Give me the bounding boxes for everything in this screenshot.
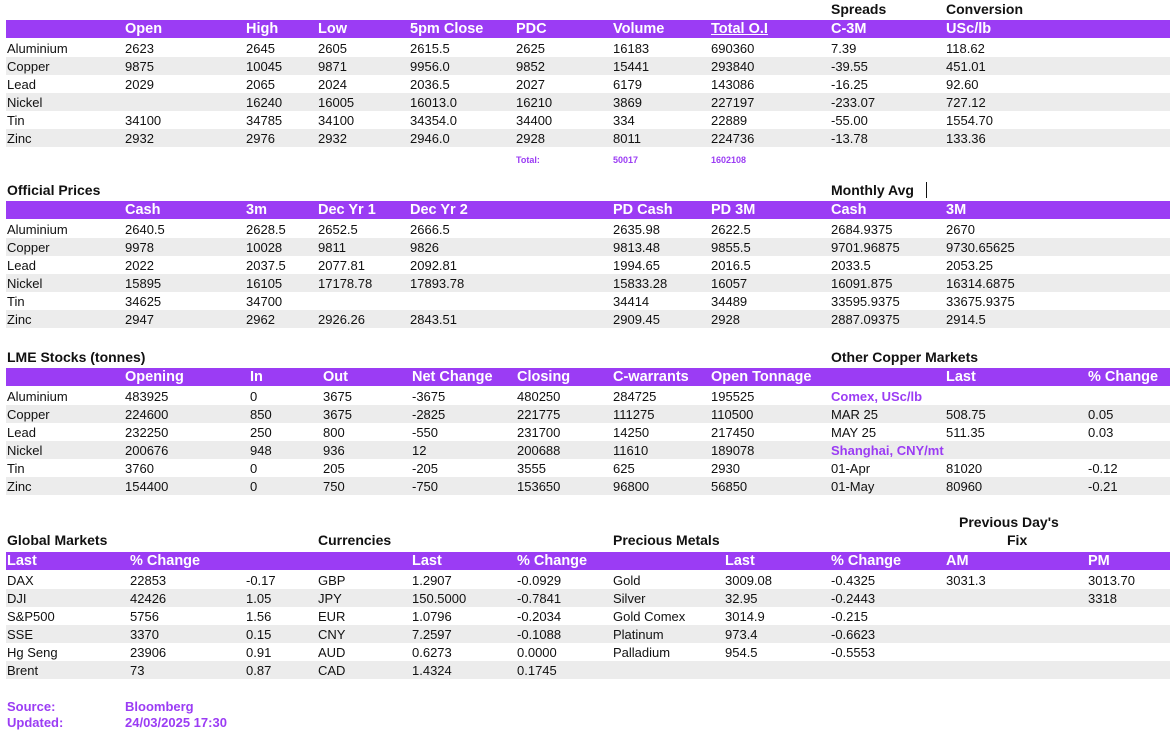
col-cash: Cash xyxy=(125,202,161,218)
lme-stock-cell: 750 xyxy=(323,479,345,494)
currency-cell: 0.1745 xyxy=(517,663,557,678)
official-price-cell: Aluminium xyxy=(7,222,68,237)
lme-price-cell: 133.36 xyxy=(946,131,986,146)
lme-price-cell: 34785 xyxy=(246,113,283,128)
official-price-cell: 2684.9375 xyxy=(831,222,893,237)
official-price-cell: 2666.5 xyxy=(410,222,450,237)
official-price-cell: 2053.25 xyxy=(946,258,993,273)
global-market-cell: 3370 xyxy=(130,627,159,642)
text-cursor xyxy=(926,182,927,198)
official-price-cell: 33675.9375 xyxy=(946,294,1015,309)
col-copper-last: Last xyxy=(946,369,976,385)
currency-cell: GBP xyxy=(318,573,346,588)
lme-stock-cell: 3675 xyxy=(323,389,352,404)
col-avg-3m: 3M xyxy=(946,202,967,218)
global-market-cell: S&P500 xyxy=(7,609,55,624)
official-price-cell: 2022 xyxy=(125,258,154,273)
copper-market-cell: 511.35 xyxy=(946,425,985,440)
lme-stock-cell: 217450 xyxy=(711,425,755,440)
lme-price-cell: 293840 xyxy=(711,59,755,74)
lme-price-cell: 34100 xyxy=(318,113,355,128)
official-price-cell: 9813.48 xyxy=(613,240,660,255)
lme-stock-cell: 189078 xyxy=(711,443,755,458)
lme-price-cell: 9871 xyxy=(318,59,347,74)
precious-metal-cell: Palladium xyxy=(613,645,671,660)
lme-price-cell: 690360 xyxy=(711,41,755,56)
official-price-cell: 2887.09375 xyxy=(831,312,900,327)
official-price-cell: 34700 xyxy=(246,294,283,309)
col-copper-change: % Change xyxy=(1088,369,1159,385)
official-price-cell: 16314.6875 xyxy=(946,276,1015,291)
copper-market-cell: 01-Apr xyxy=(831,461,871,476)
lme-price-cell: 6179 xyxy=(613,77,642,92)
official-price-cell: 34625 xyxy=(125,294,162,309)
lme-header-bar xyxy=(6,20,1170,38)
official-price-cell: 9855.5 xyxy=(711,240,751,255)
col-pdc: PDC xyxy=(516,21,547,37)
col-global-change: % Change xyxy=(130,553,201,569)
currency-cell: 0.0000 xyxy=(517,645,557,660)
copper-market-cell: 0.03 xyxy=(1088,425,1114,440)
precious-metals-title: Precious Metals xyxy=(613,532,720,548)
lme-price-cell: 224736 xyxy=(711,131,755,146)
col-global-last: Last xyxy=(7,553,37,569)
official-price-cell: 9730.65625 xyxy=(946,240,1015,255)
global-markets-title: Global Markets xyxy=(7,532,108,548)
lme-price-cell: -55.00 xyxy=(831,113,868,128)
global-market-cell: 0.15 xyxy=(246,627,272,642)
lme-stock-cell: 96800 xyxy=(613,479,650,494)
lme-stock-cell: -205 xyxy=(412,461,439,476)
lme-price-cell: 2946.0 xyxy=(410,131,450,146)
global-market-cell: -0.17 xyxy=(246,573,276,588)
col-open-tonnage: Open Tonnage xyxy=(711,369,812,385)
currency-cell: CNY xyxy=(318,627,346,642)
col-fix-pm: PM xyxy=(1088,553,1110,569)
lme-price-cell: 16240 xyxy=(246,95,283,110)
precious-metal-cell: -0.6623 xyxy=(831,627,876,642)
official-price-cell: 2628.5 xyxy=(246,222,286,237)
official-price-cell: 34489 xyxy=(711,294,748,309)
row-band xyxy=(6,93,1170,111)
col-3m: 3m xyxy=(246,202,267,218)
lme-stock-cell: 11610 xyxy=(613,443,649,458)
lme-stock-cell: Tin xyxy=(7,461,25,476)
precious-metal-cell: 3318 xyxy=(1088,591,1117,606)
col-out: Out xyxy=(323,369,348,385)
lme-price-cell: Copper xyxy=(7,59,50,74)
official-price-cell: 9811 xyxy=(318,240,346,255)
lme-price-cell: 2024 xyxy=(318,77,347,92)
lme-price-cell: 2065 xyxy=(246,77,275,92)
official-price-cell: 1994.65 xyxy=(613,258,660,273)
source-value: Bloomberg xyxy=(125,699,194,714)
lme-stock-cell: 153650 xyxy=(517,479,561,494)
lme-stock-cell: -550 xyxy=(412,425,439,440)
global-market-cell: 5756 xyxy=(130,609,159,624)
lme-price-cell: 2605 xyxy=(318,41,347,56)
official-price-cell: 17178.78 xyxy=(318,276,373,291)
lme-price-cell: 2932 xyxy=(318,131,347,146)
col-precious-change: % Change xyxy=(831,553,902,569)
total-volume: 50017 xyxy=(613,155,639,165)
official-price-cell: 9978 xyxy=(125,240,154,255)
lme-price-cell: 2027 xyxy=(516,77,545,92)
official-price-cell: 2962 xyxy=(246,312,275,327)
lme-stock-cell: 3555 xyxy=(517,461,546,476)
lme-price-cell: Zinc xyxy=(7,131,32,146)
copper-market-cell: MAY 25 xyxy=(831,425,877,440)
col-net-change: Net Change xyxy=(412,369,493,385)
precious-metal-cell: 973.4 xyxy=(725,627,758,642)
lme-price-cell: 2615.5 xyxy=(410,41,450,56)
total-label: Total: xyxy=(516,155,540,165)
precious-metal-cell: Gold xyxy=(613,573,641,588)
official-price-cell: Lead xyxy=(7,258,36,273)
lme-price-cell: 34400 xyxy=(516,113,553,128)
currency-cell: -0.1088 xyxy=(517,627,562,642)
currency-cell: CAD xyxy=(318,663,346,678)
lme-stock-cell: 948 xyxy=(250,443,272,458)
lme-price-cell: Aluminium xyxy=(7,41,68,56)
lme-stock-cell: 232250 xyxy=(125,425,169,440)
currency-cell: -0.2034 xyxy=(517,609,562,624)
lme-stock-cell: Nickel xyxy=(7,443,43,458)
official-price-cell: 2843.51 xyxy=(410,312,457,327)
precious-metal-cell: 3031.3 xyxy=(946,573,986,588)
lme-stock-cell: 12 xyxy=(412,443,427,458)
currency-cell: EUR xyxy=(318,609,346,624)
fix-title-line-2: Fix xyxy=(1007,532,1028,548)
col-high: High xyxy=(246,21,279,37)
lme-stock-cell: 250 xyxy=(250,425,272,440)
lme-stock-cell: 195525 xyxy=(711,389,755,404)
lme-price-cell: 2029 xyxy=(125,77,154,92)
global-market-cell: SSE xyxy=(7,627,34,642)
official-price-cell: 2033.5 xyxy=(831,258,871,273)
lme-price-cell: 16210 xyxy=(516,95,553,110)
lme-stock-cell: 0 xyxy=(250,461,258,476)
precious-metal-cell: -0.4325 xyxy=(831,573,876,588)
lme-stock-cell: 224600 xyxy=(125,407,169,422)
official-price-cell: Zinc xyxy=(7,312,32,327)
currency-cell: 1.4324 xyxy=(412,663,452,678)
currency-cell: -0.0929 xyxy=(517,573,562,588)
source-label: Source: xyxy=(7,699,56,714)
col-closing: Closing xyxy=(517,369,571,385)
lme-stock-cell: Copper xyxy=(7,407,50,422)
lme-stock-cell: 284725 xyxy=(613,389,657,404)
lme-price-cell: -233.07 xyxy=(831,95,876,110)
official-price-cell: 15833.28 xyxy=(613,276,668,291)
official-price-cell: 2635.98 xyxy=(613,222,660,237)
spreads-title: Spreads xyxy=(831,1,887,17)
global-market-cell: 0.87 xyxy=(246,663,272,678)
official-price-cell: 2640.5 xyxy=(125,222,165,237)
lme-price-cell: 118.62 xyxy=(946,41,985,56)
precious-metal-cell: 3009.08 xyxy=(725,573,772,588)
lme-stock-cell: 200676 xyxy=(125,443,169,458)
lme-price-cell: 143086 xyxy=(711,77,755,92)
lme-price-cell: 2036.5 xyxy=(410,77,450,92)
currencies-title: Currencies xyxy=(318,532,392,548)
col-c-3m: C-3M xyxy=(831,21,867,37)
lme-stock-cell: -3675 xyxy=(412,389,446,404)
lme-price-cell: Tin xyxy=(7,113,25,128)
col-volume: Volume xyxy=(613,21,665,37)
lme-price-cell: 8011 xyxy=(613,131,641,146)
global-market-cell: DAX xyxy=(7,573,34,588)
lme-stock-cell: 3675 xyxy=(323,407,352,422)
lme-price-cell: 34354.0 xyxy=(410,113,457,128)
precious-metal-cell: Platinum xyxy=(613,627,664,642)
copper-market-cell: -0.12 xyxy=(1088,461,1118,476)
precious-metal-cell: 3013.70 xyxy=(1088,573,1135,588)
lme-price-cell: 727.12 xyxy=(946,95,986,110)
lme-price-cell: Lead xyxy=(7,77,36,92)
official-price-cell: Tin xyxy=(7,294,25,309)
lme-stock-cell: Lead xyxy=(7,425,36,440)
lme-stock-cell: 111275 xyxy=(613,407,655,422)
lme-stock-cell: 850 xyxy=(250,407,272,422)
col-opening: Opening xyxy=(125,369,184,385)
col-dec-yr-1: Dec Yr 1 xyxy=(318,202,376,218)
row-band xyxy=(6,477,1170,495)
copper-market-cell: 508.75 xyxy=(946,407,986,422)
copper-market-cell: 0.05 xyxy=(1088,407,1114,422)
col-total-oi: Total O.I xyxy=(711,21,768,37)
lme-price-cell: 3869 xyxy=(613,95,642,110)
lme-stock-cell: -2825 xyxy=(412,407,446,422)
col-dec-yr-2: Dec Yr 2 xyxy=(410,202,468,218)
official-price-cell: 2092.81 xyxy=(410,258,457,273)
lme-price-cell: 16183 xyxy=(613,41,650,56)
lme-price-cell: 2928 xyxy=(516,131,545,146)
lme-price-cell: 9875 xyxy=(125,59,154,74)
official-price-cell: 9701.96875 xyxy=(831,240,900,255)
official-price-cell: 2909.45 xyxy=(613,312,660,327)
lme-price-cell: -13.78 xyxy=(831,131,868,146)
copper-market-cell: 81020 xyxy=(946,461,983,476)
precious-metal-cell: 954.5 xyxy=(725,645,758,660)
precious-metal-cell: Silver xyxy=(613,591,646,606)
lme-price-cell: 9956.0 xyxy=(410,59,450,74)
currency-cell: AUD xyxy=(318,645,346,660)
copper-market-cell: 80960 xyxy=(946,479,983,494)
global-market-cell: 23906 xyxy=(130,645,167,660)
official-price-cell: 2622.5 xyxy=(711,222,751,237)
row-band xyxy=(6,441,1170,459)
lme-price-cell: 34100 xyxy=(125,113,162,128)
updated-label: Updated: xyxy=(7,715,64,730)
col-usc-lb: USc/lb xyxy=(946,21,992,37)
lme-stock-cell: Aluminium xyxy=(7,389,68,404)
lme-price-cell: 2976 xyxy=(246,131,275,146)
copper-market-cell: MAR 25 xyxy=(831,407,878,422)
copper-market-cell: Comex, USc/lb xyxy=(831,389,923,404)
row-band xyxy=(6,310,1170,328)
col-currency-last: Last xyxy=(412,553,442,569)
lme-price-cell: 15441 xyxy=(613,59,650,74)
col-c-warrants: C-warrants xyxy=(613,369,689,385)
lme-price-cell: 10045 xyxy=(246,59,283,74)
official-price-cell: 15895 xyxy=(125,276,162,291)
lme-price-cell: 2932 xyxy=(125,131,154,146)
lme-price-cell: -39.55 xyxy=(831,59,868,74)
lme-stock-cell: 483925 xyxy=(125,389,169,404)
col-fix-am: AM xyxy=(946,553,969,569)
col-currency-change: % Change xyxy=(517,553,588,569)
lme-stock-cell: 480250 xyxy=(517,389,561,404)
lme-stock-cell: 14250 xyxy=(613,425,650,440)
row-band xyxy=(6,405,1170,423)
official-price-cell: 2077.81 xyxy=(318,258,365,273)
lme-stock-cell: 3760 xyxy=(125,461,154,476)
conversion-title: Conversion xyxy=(946,1,1024,17)
copper-market-cell: Shanghai, CNY/mt xyxy=(831,443,944,458)
lme-stock-cell: 205 xyxy=(323,461,345,476)
official-price-cell: 33595.9375 xyxy=(831,294,900,309)
lme-stock-cell: 200688 xyxy=(517,443,561,458)
official-price-cell: 17893.78 xyxy=(410,276,465,291)
official-price-cell: 2914.5 xyxy=(946,312,986,327)
monthly-avg-title: Monthly Avg xyxy=(831,182,914,198)
official-price-cell: Copper xyxy=(7,240,50,255)
official-price-cell: 34414 xyxy=(613,294,650,309)
official-header-bar xyxy=(6,201,1170,219)
official-price-cell: 2926.26 xyxy=(318,312,365,327)
currency-cell: 7.2597 xyxy=(412,627,452,642)
official-price-cell: 10028 xyxy=(246,240,283,255)
official-price-cell: 16057 xyxy=(711,276,748,291)
lme-stock-cell: -750 xyxy=(412,479,439,494)
official-price-cell: 2947 xyxy=(125,312,154,327)
lme-price-cell: 2625 xyxy=(516,41,545,56)
currency-cell: 0.6273 xyxy=(412,645,452,660)
col-pd-cash: PD Cash xyxy=(613,202,673,218)
col-avg-cash: Cash xyxy=(831,202,867,218)
lme-stock-cell: 800 xyxy=(323,425,345,440)
col-open: Open xyxy=(125,21,163,37)
currency-cell: JPY xyxy=(318,591,342,606)
copper-market-cell: -0.21 xyxy=(1088,479,1118,494)
lme-price-cell: 16013.0 xyxy=(410,95,457,110)
lme-stock-cell: 2930 xyxy=(711,461,740,476)
precious-metal-cell: Gold Comex xyxy=(613,609,686,624)
col-in: In xyxy=(250,369,263,385)
official-price-cell: 2928 xyxy=(711,312,740,327)
lme-stock-cell: 231700 xyxy=(517,425,561,440)
global-market-cell: 22853 xyxy=(130,573,167,588)
total-oi: 1602108 xyxy=(711,155,747,165)
lme-stock-cell: 56850 xyxy=(711,479,748,494)
precious-metal-cell: 3014.9 xyxy=(725,609,765,624)
lme-price-cell: -16.25 xyxy=(831,77,868,92)
col-5pm-close: 5pm Close xyxy=(410,21,484,37)
lme-stock-cell: 0 xyxy=(250,389,258,404)
official-price-cell: 2670 xyxy=(946,222,975,237)
global-market-cell: Hg Seng xyxy=(7,645,58,660)
currency-cell: 1.2907 xyxy=(412,573,452,588)
copper-market-cell: 01-May xyxy=(831,479,875,494)
official-price-cell: Nickel xyxy=(7,276,43,291)
global-market-cell: 0.91 xyxy=(246,645,272,660)
lme-price-cell: 227197 xyxy=(711,95,755,110)
col-pd-3m: PD 3M xyxy=(711,202,756,218)
lme-price-cell: 451.01 xyxy=(946,59,986,74)
lme-price-cell: Nickel xyxy=(7,95,43,110)
official-price-cell: 2037.5 xyxy=(246,258,286,273)
row-band xyxy=(6,129,1170,147)
lme-price-cell: 334 xyxy=(613,113,635,128)
lme-stock-cell: 625 xyxy=(613,461,635,476)
fix-title-line-1: Previous Day's xyxy=(959,514,1059,530)
precious-metal-cell: 32.95 xyxy=(725,591,758,606)
official-price-cell: 2016.5 xyxy=(711,258,751,273)
row-band xyxy=(6,589,1170,607)
precious-metal-cell: -0.215 xyxy=(831,609,868,624)
row-band xyxy=(6,661,1170,679)
lme-price-cell: 22889 xyxy=(711,113,748,128)
official-price-cell: 9826 xyxy=(410,240,439,255)
row-band xyxy=(6,57,1170,75)
lme-price-cell: 9852 xyxy=(516,59,545,74)
lme-stock-cell: 221775 xyxy=(517,407,561,422)
lme-stocks-title: LME Stocks (tonnes) xyxy=(7,349,146,365)
lme-price-cell: 92.60 xyxy=(946,77,979,92)
global-market-cell: DJI xyxy=(7,591,27,606)
lme-stock-cell: 936 xyxy=(323,443,345,458)
currency-cell: 150.5000 xyxy=(412,591,467,606)
global-market-cell: 1.05 xyxy=(246,591,272,606)
currency-cell: -0.7841 xyxy=(517,591,562,606)
lme-price-cell: 16005 xyxy=(318,95,355,110)
lme-price-cell: 2645 xyxy=(246,41,275,56)
lme-price-cell: 2623 xyxy=(125,41,154,56)
official-price-cell: 16105 xyxy=(246,276,283,291)
official-price-cell: 2652.5 xyxy=(318,222,358,237)
precious-metal-cell: -0.5553 xyxy=(831,645,876,660)
lme-stock-cell: 154400 xyxy=(125,479,169,494)
global-market-cell: 1.56 xyxy=(246,609,272,624)
official-prices-title: Official Prices xyxy=(7,182,101,198)
lme-price-cell: 1554.70 xyxy=(946,113,993,128)
global-market-cell: 73 xyxy=(130,663,145,678)
updated-value: 24/03/2025 17:30 xyxy=(125,715,227,730)
col-low: Low xyxy=(318,21,347,37)
official-price-cell: 16091.875 xyxy=(831,276,893,291)
lme-stock-cell: Zinc xyxy=(7,479,32,494)
col-precious-last: Last xyxy=(725,553,755,569)
global-market-cell: 42426 xyxy=(130,591,167,606)
row-band xyxy=(6,625,1170,643)
precious-metal-cell: -0.2443 xyxy=(831,591,876,606)
other-copper-title: Other Copper Markets xyxy=(831,349,979,365)
global-market-cell: Brent xyxy=(7,663,39,678)
currency-cell: 1.0796 xyxy=(412,609,452,624)
lme-stock-cell: 0 xyxy=(250,479,258,494)
lme-stock-cell: 110500 xyxy=(711,407,754,422)
lme-price-cell: 7.39 xyxy=(831,41,857,56)
